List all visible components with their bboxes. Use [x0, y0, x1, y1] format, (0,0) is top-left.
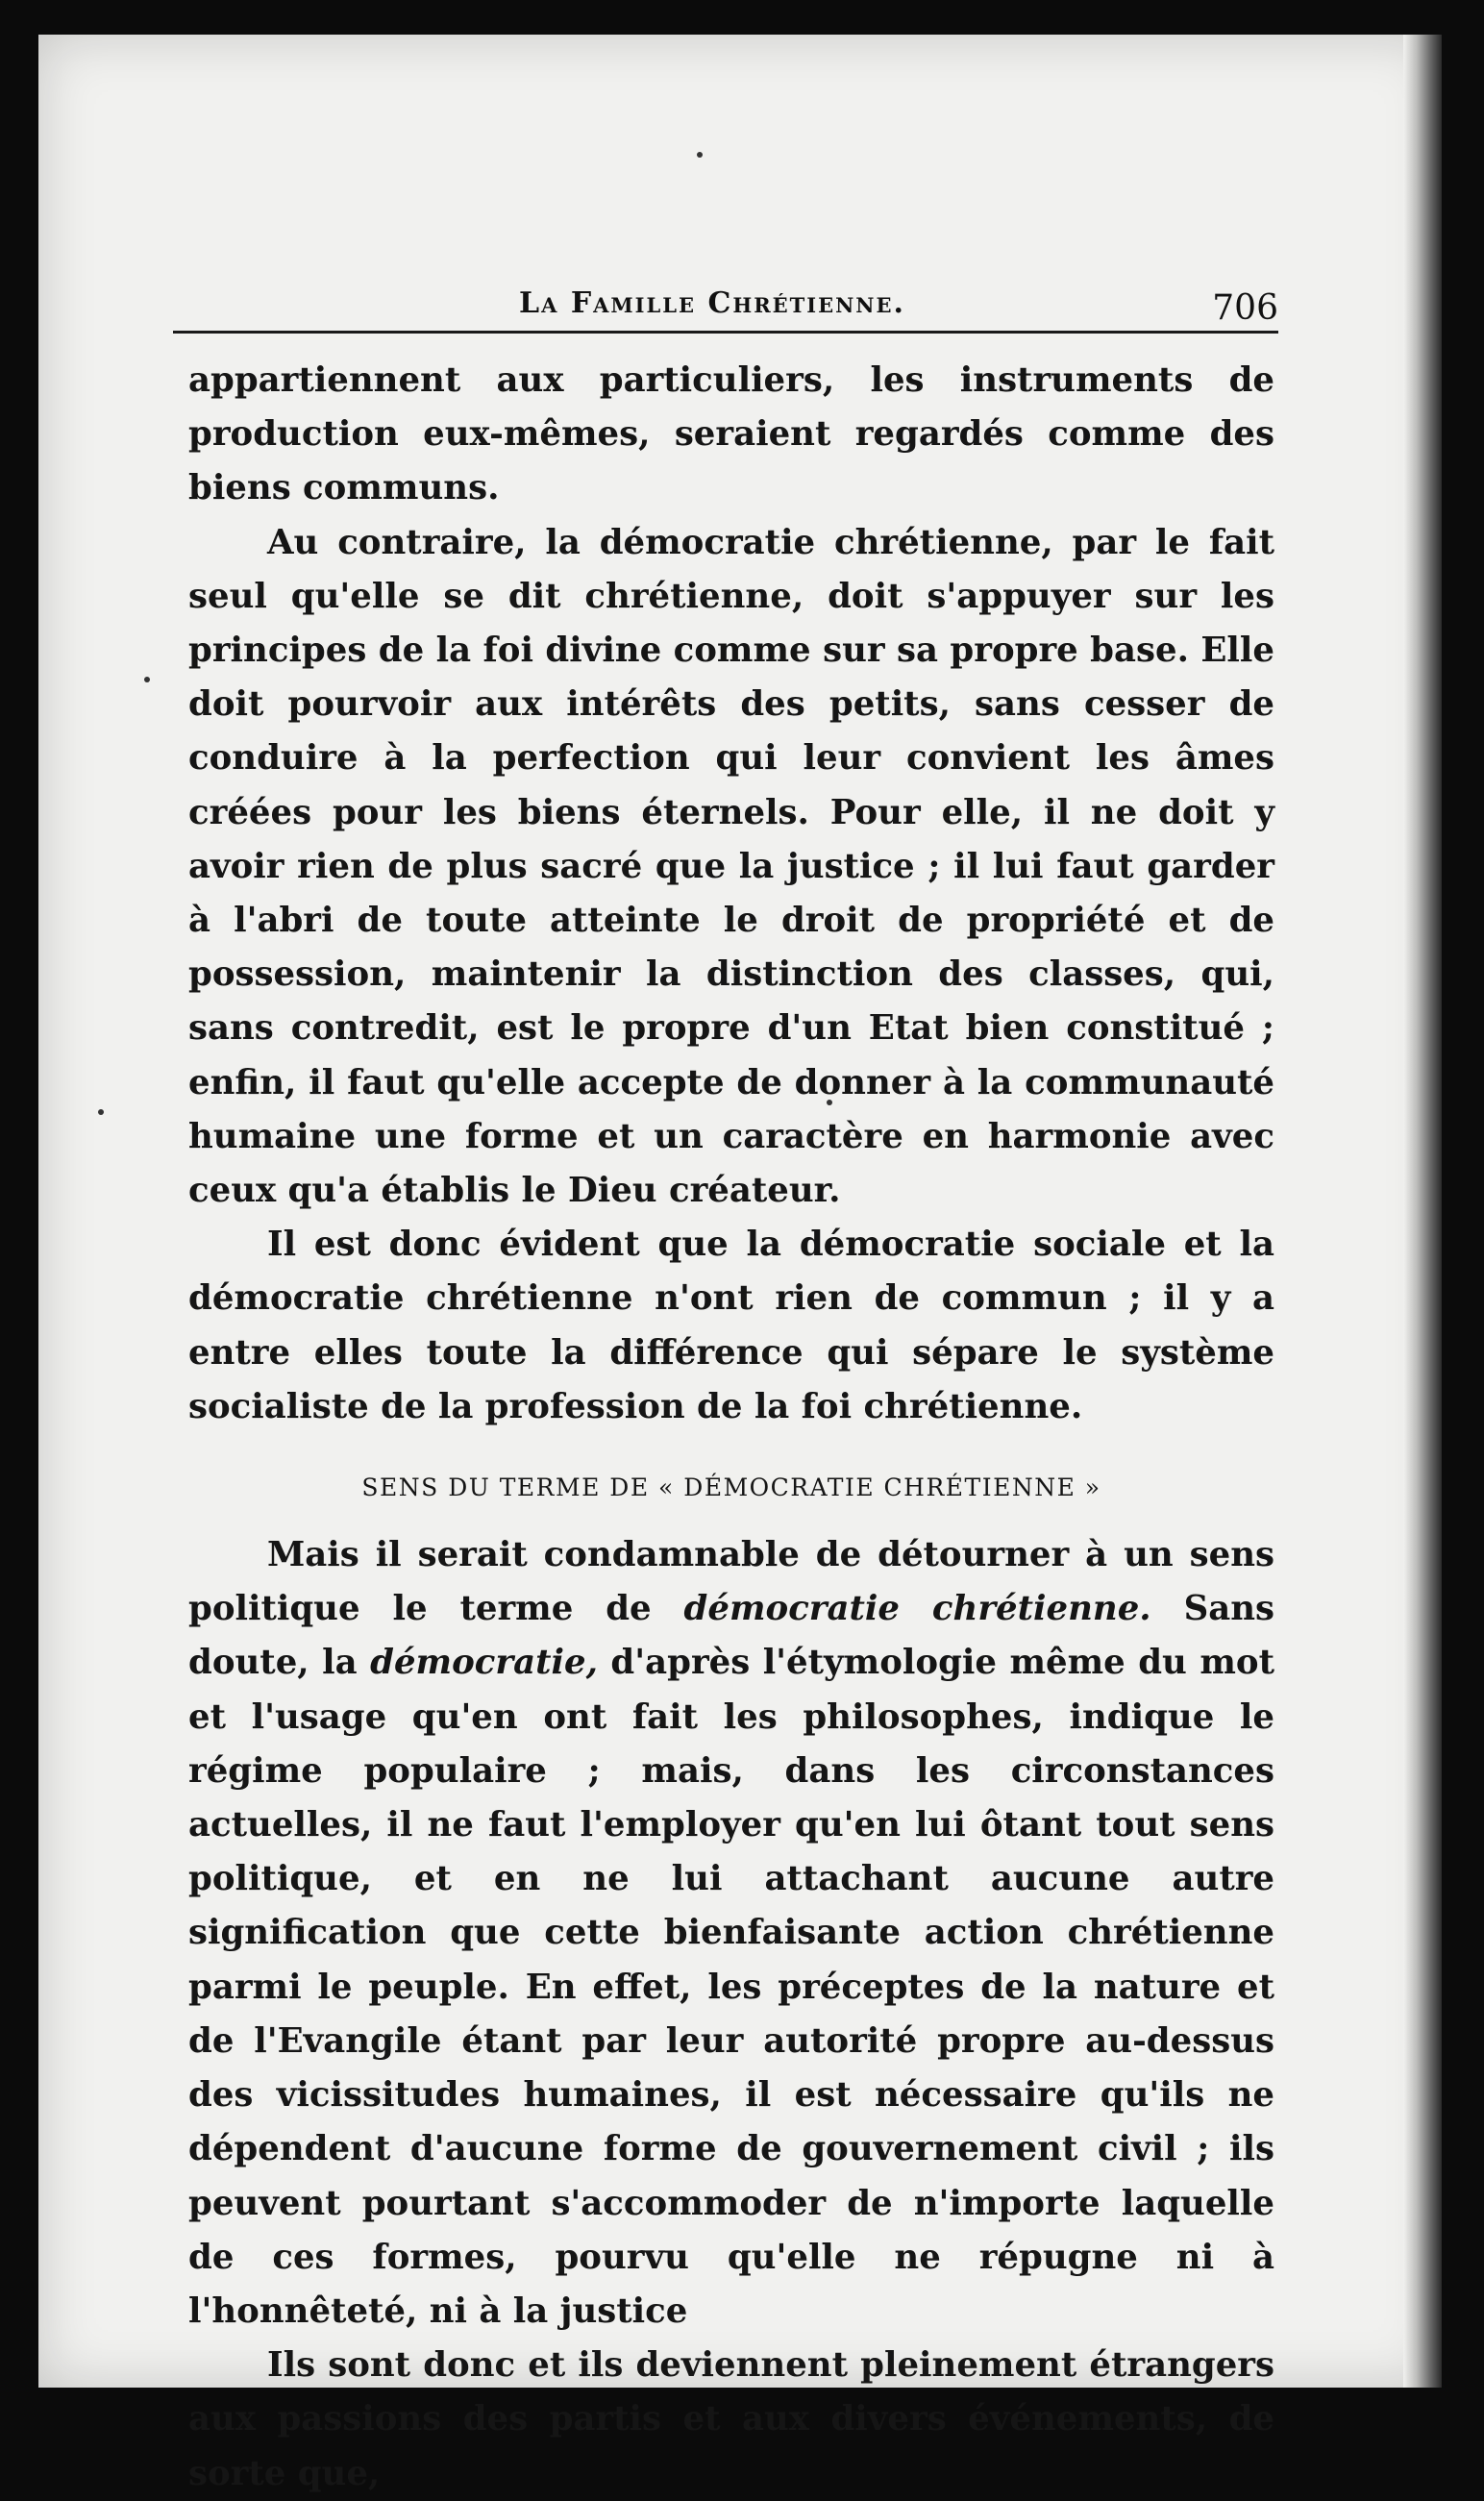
- italic-term: démocratie,: [370, 1643, 598, 1683]
- body-text: [188, 354, 1274, 2501]
- ink-speck: [98, 1109, 104, 1115]
- paragraph: appartiennent aux particuliers, les instruments de production eux-mêmes, seraient regardés comme des biens communs.: [188, 360, 1274, 508]
- page-number: 706: [1212, 288, 1278, 328]
- ink-speck: [144, 677, 150, 682]
- paragraph-text: Mais il serait condamnable de détourner à un sens politique le terme de: [188, 1535, 1274, 1629]
- running-header: [173, 252, 1278, 327]
- italic-term: démocratie chrétienne.: [683, 1589, 1151, 1629]
- paragraph-text: d'après l'étymologie même du mot et l'usage qu'en ont fait les philosophes, indique le régime populaire ; mais, dans les circonstances actuelles, il ne faut l'employer qu'en lui ôtant tout sens politique, et en ne lui attachant aucune autre signification que cette bienfaisante action chrétienne parmi le peuple. En effet, les préceptes de la nature et de l'Evangile étant par leur autorité propre au-dessus des vicissitudes humaines, il est nécessaire qu'ils ne dépendent d'aucune forme de gouvernement civil ; ils peuvent pourtant s'accommoder de n'importe laquelle de ces formes, pourvu qu'elle ne répugne ni à l'honnêteté, ni à la justice: [188, 1643, 1274, 2331]
- running-title: La Famille Chrétienne.: [519, 286, 905, 320]
- page-binding-shadow: [1403, 35, 1442, 2388]
- header-rule: [173, 331, 1278, 334]
- paragraph-text: Sans doute, la: [188, 1589, 1275, 1683]
- paragraph: Il est donc évident que la démocratie sociale et la démocratie chrétienne n'ont rien de commun ; il y a entre elles toute la différence qui sépare le système socialiste de la profession de la foi chrétienne.: [188, 1225, 1274, 1426]
- section-heading: SENS DU TERME DE « DÉMOCRATIE CHRÉTIENNE »: [361, 1473, 1101, 1502]
- paragraph: Au contraire, la démocratie chrétienne, par le fait seul qu'elle se dit chrétienne, doit s'appuyer sur les principes de la foi divine comme sur sa propre base. Elle doit pourvoir aux intérêts des petits, sans cesser de conduire à la perfection qui leur convient les âmes créées pour les biens éternels. Pour elle, il ne doit y avoir rien de plus sacré que la justice ; il lui faut garder à l'abri de toute atteinte le droit de propriété et de possession, maintenir la distinction des classes, qui, sans contredit, est le propre d'un Etat bien constitué ; enfin, il faut qu'elle accepte de donner à la communauté humaine une forme et un caractère en harmonie avec ceux qu'a établis le Dieu créateur.: [188, 522, 1274, 1211]
- paragraph: Ils sont donc et ils deviennent pleinement étrangers aux passions des partis et aux divers événements, de sorte que,: [188, 2345, 1274, 2493]
- paragraph: [188, 1528, 1274, 2339]
- ink-speck: [697, 152, 703, 158]
